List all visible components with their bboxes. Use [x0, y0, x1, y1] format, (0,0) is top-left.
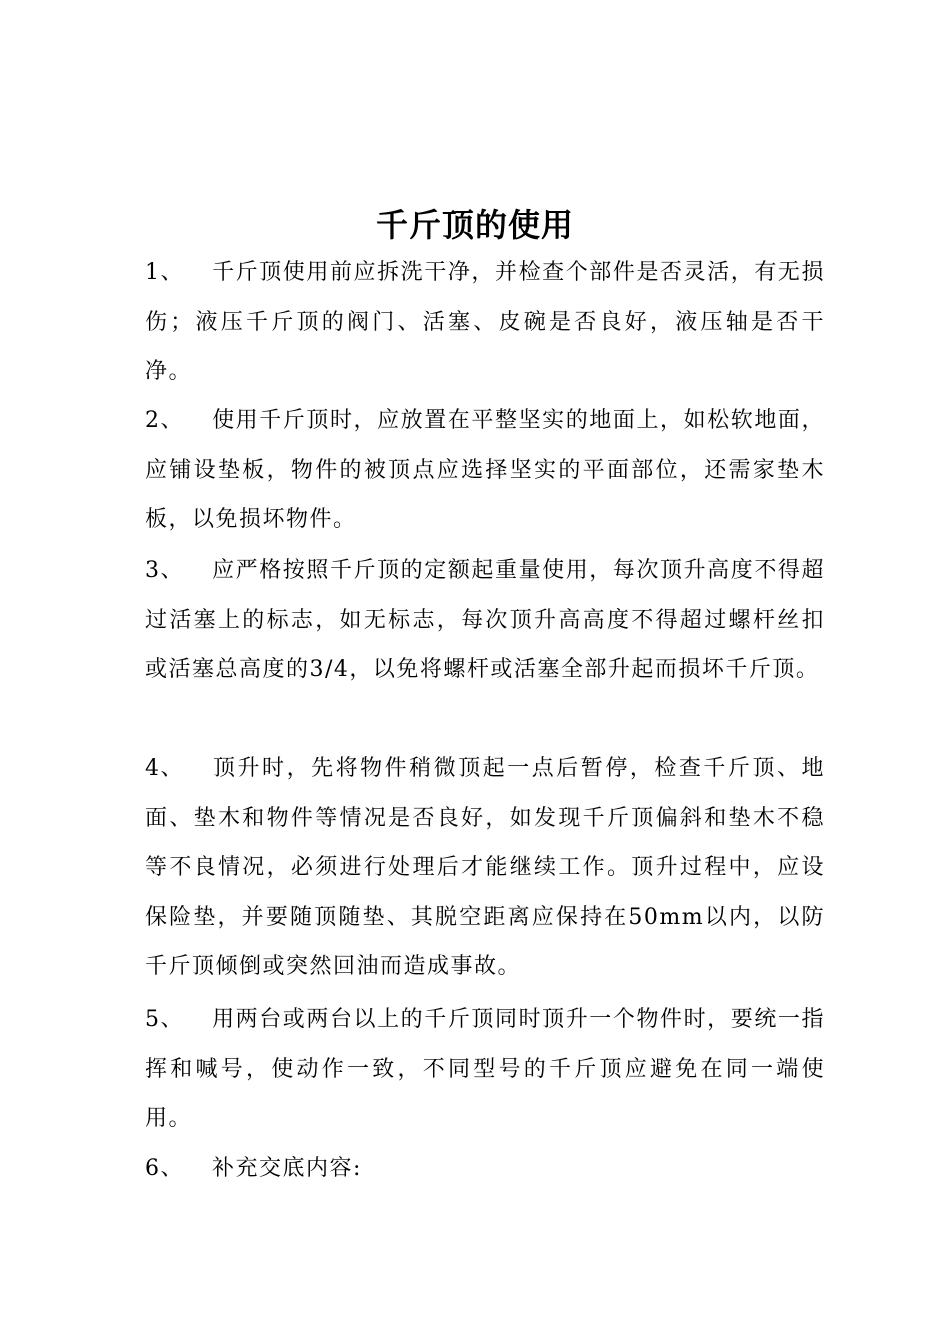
item-text: 补充交底内容:: [212, 1156, 362, 1181]
item-number: 4、: [145, 756, 184, 781]
item-text: 用两台或两台以上的千斤顶同时顶升一个物件时，要统一指挥和喊号，使动作一致，不同型号的千斤顶应避免在同一端使用。: [145, 1007, 825, 1131]
list-item-6: [145, 1144, 825, 1194]
page-title: 千斤顶的使用: [375, 206, 574, 244]
item-text: 应严格按照千斤顶的定额起重量使用，每次顶升高度不得超过活塞上的标志，如无标志，每次顶升高高度不得超过螺杆丝扣或活塞总高度的3/4，以免将螺杆或活塞全部升起而损坏千斤顶。: [145, 558, 825, 682]
item-number: 5、: [145, 1007, 184, 1032]
item-number: 1、: [145, 260, 184, 285]
list-item-1: [145, 248, 825, 397]
item-number: 6、: [145, 1156, 184, 1181]
item-text: 千斤顶使用前应拆洗干净，并检查个部件是否灵活，有无损伤；液压千斤顶的阀门、活塞、皮碗是否良好，液压轴是否干净。: [145, 260, 825, 384]
list-item-3: [145, 546, 825, 695]
item-number: 2、: [145, 408, 184, 433]
list-item-4: [145, 744, 825, 992]
item-text: 顶升时，先将物件稍微顶起一点后暂停，检查千斤顶、地面、垫木和物件等情况是否良好，如发现千斤顶偏斜和垫木不稳等不良情况，必须进行处理后才能继续工作。顶升过程中，应设保险垫，并要随顶随垫、其脱空距离应保持在50mm以内，以防千斤顶倾倒或突然回油而造成事故。: [145, 756, 825, 979]
list-item-5: [145, 995, 825, 1144]
item-text: 使用千斤顶时，应放置在平整坚实的地面上，如松软地面，应铺设垫板，物件的被顶点应选择坚实的平面部位，还需家垫木板，以免损坏物件。: [145, 408, 825, 532]
list-item-2: [145, 396, 825, 545]
item-number: 3、: [145, 558, 184, 583]
